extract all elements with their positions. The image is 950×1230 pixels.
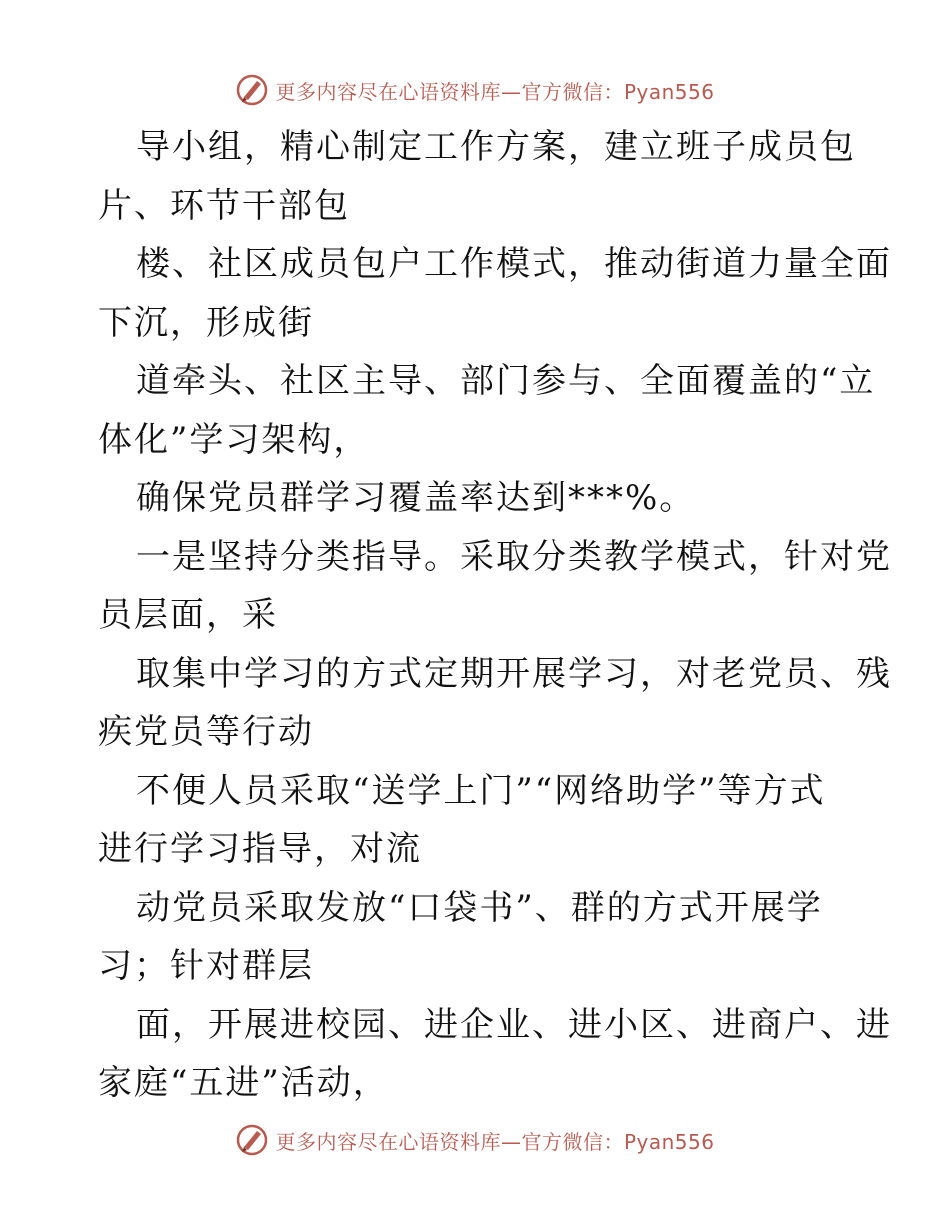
body-line: 下沉，形成街	[98, 302, 314, 343]
header-watermark-text: 更多内容尽在心语资料库—官方微信：Pyan556	[275, 79, 715, 104]
body-line: 导小组，精心制定工作方案，建立班子成员包	[136, 127, 856, 167]
body-line: 面，开展进校园、进企业、进小区、进商户、进	[136, 1004, 892, 1045]
quill-pen-logo-icon	[235, 73, 269, 107]
body-line: 取集中学习的方式定期开展学习，对老党员、残	[136, 653, 892, 694]
body-line: 一是坚持分类指导。采取分类教学模式，针对党	[136, 536, 892, 577]
quill-pen-logo-icon	[235, 1123, 269, 1157]
body-line: 进行学习指导，对流	[98, 829, 422, 869]
footer-watermark-text: 更多内容尽在心语资料库—官方微信：Pyan556	[275, 1129, 715, 1154]
body-line: 员层面，采	[98, 595, 278, 635]
body-line: 动党员采取发放“口袋书”、群的方式开展学	[136, 887, 823, 928]
body-line: 不便人员采取“送学上门”“网络助学”等方式	[136, 770, 826, 811]
body-line: 楼、社区成员包户工作模式，推动街道力量全面	[136, 244, 892, 284]
body-line: 习；针对群层	[98, 946, 314, 986]
body-line: 体化”学习架构，	[98, 419, 370, 460]
body-line: 道牵头、社区主导、部门参与、全面覆盖的“立	[136, 361, 876, 401]
body-line: 家庭“五进”活动，	[98, 1063, 389, 1103]
document-body	[98, 118, 892, 1113]
footer-watermark	[0, 1120, 950, 1160]
header-watermark	[0, 70, 950, 110]
body-line: 疾党员等行动	[98, 712, 314, 752]
body-line: 确保党员群学习覆盖率达到***%。	[136, 478, 696, 518]
body-line: 片、环节干部包	[98, 185, 350, 226]
